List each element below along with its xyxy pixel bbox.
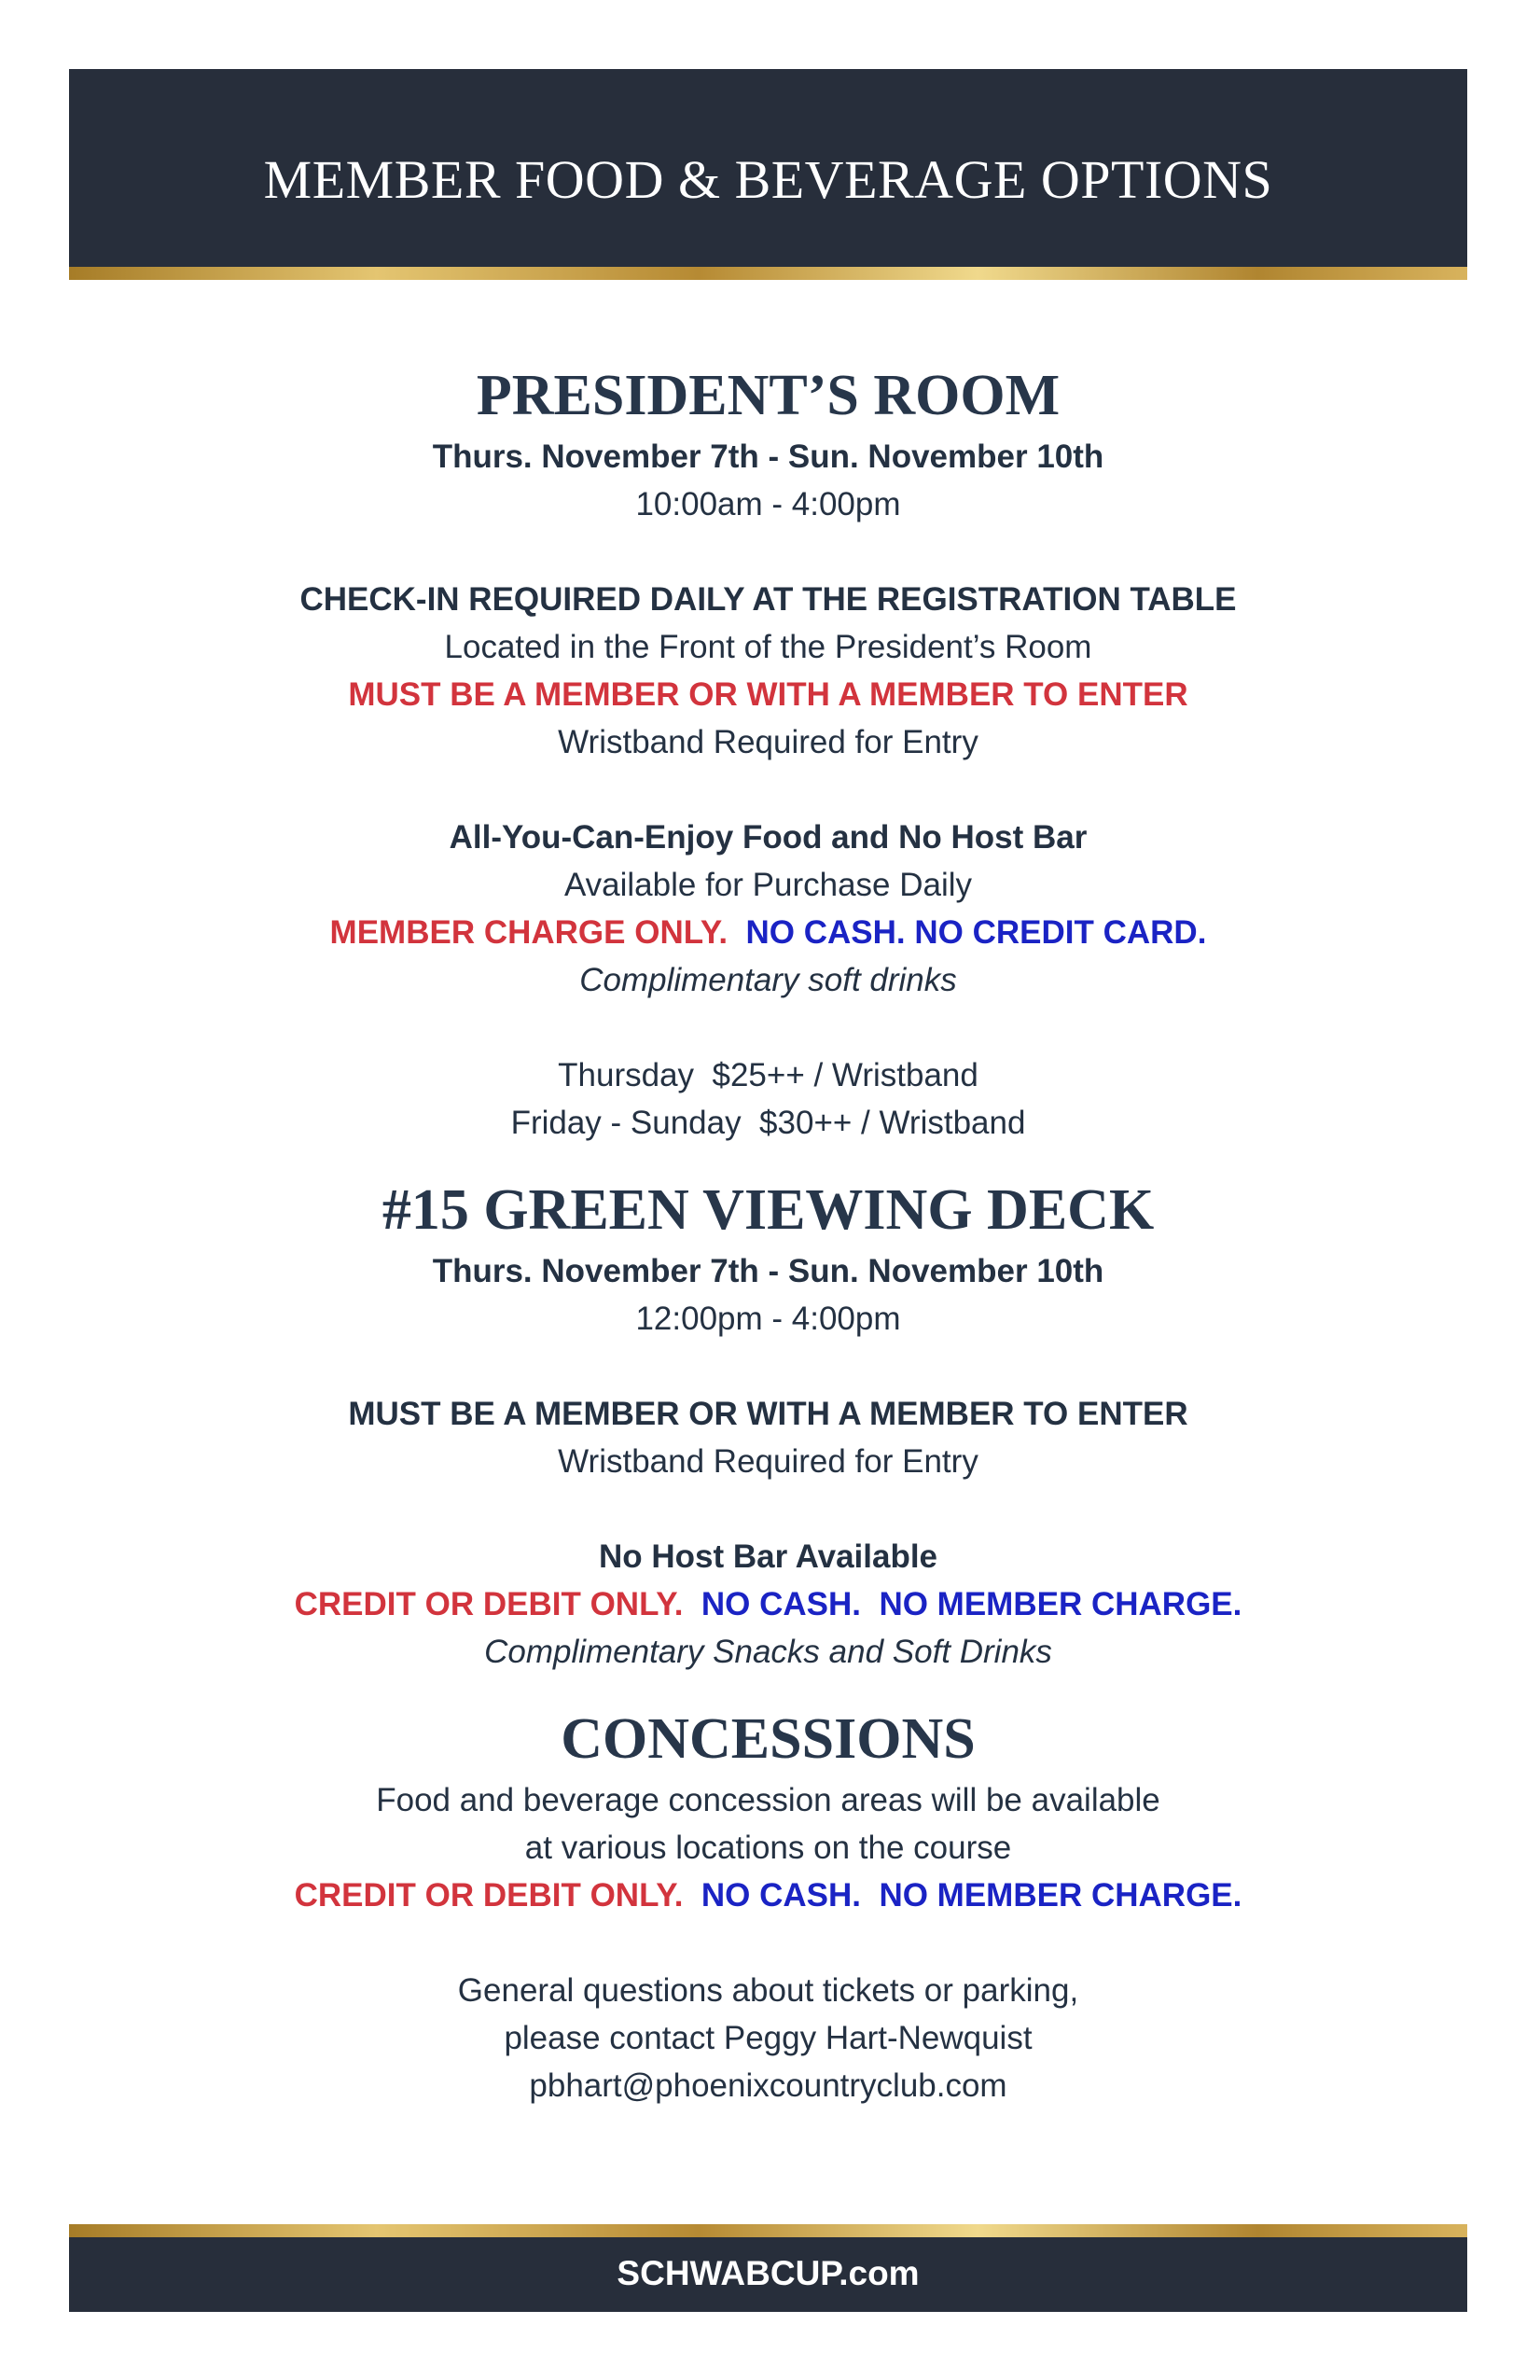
concessions-title: CONCESSIONS: [561, 1707, 976, 1771]
presidents-room-dates: Thurs. November 7th - Sun. November 10th: [432, 438, 1104, 475]
payment-red-text: CREDIT OR DEBIT ONLY.: [294, 1877, 684, 1914]
green-deck-hours: 12:00pm - 4:00pm: [635, 1301, 901, 1337]
footer-site-link[interactable]: SCHWABCUP.com: [617, 2254, 920, 2292]
green-deck-offer: No Host Bar Available: [598, 1538, 938, 1575]
payment-red-text: MEMBER CHARGE ONLY.: [329, 914, 728, 951]
payment-line: [69, 909, 1467, 956]
concessions-desc-2: at various locations on the course: [524, 1830, 1012, 1866]
checkin-location: Located in the Front of the President’s Room: [444, 629, 1092, 665]
presidents-room-section: [69, 358, 1467, 1147]
availability-note: Available for Purchase Daily: [563, 867, 973, 903]
payment-blue-text: NO CASH. NO MEMBER CHARGE.: [701, 1877, 1242, 1914]
contact-email-link[interactable]: pbhart@phoenixcountryclub.com: [529, 2067, 1007, 2104]
presidents-room-hours: 10:00am - 4:00pm: [635, 486, 901, 522]
header-banner: [69, 69, 1467, 267]
food-offer: All-You-Can-Enjoy Food and No Host Bar: [449, 819, 1088, 856]
presidents-room-title: PRESIDENT’S ROOM: [476, 364, 1061, 427]
concessions-section: [69, 1702, 1467, 2109]
green-deck-wristband: Wristband Required for Entry: [558, 1443, 978, 1480]
gold-divider-bottom: [69, 2224, 1467, 2237]
payment-blue-text: NO CASH. NO CREDIT CARD.: [745, 914, 1207, 951]
price-thursday: Thursday $25++ / Wristband: [558, 1057, 978, 1093]
content-body: [69, 358, 1467, 2109]
footer-banner: [69, 2237, 1467, 2312]
member-notice: MUST BE A MEMBER OR WITH A MEMBER TO ENTER: [348, 676, 1188, 713]
payment-red-text: CREDIT OR DEBIT ONLY.: [294, 1586, 684, 1622]
concessions-payment-line: [69, 1872, 1467, 1919]
contact-line-2: please contact Peggy Hart-Newquist: [504, 2020, 1033, 2056]
price-fri-sun: Friday - Sunday $30++ / Wristband: [510, 1105, 1026, 1141]
complimentary-note: Complimentary soft drinks: [579, 962, 957, 998]
gold-divider-top: [69, 267, 1467, 280]
green-deck-member-notice: MUST BE A MEMBER OR WITH A MEMBER TO ENTER: [348, 1396, 1188, 1432]
concessions-desc-1: Food and beverage concession areas will be available: [376, 1782, 1160, 1818]
checkin-notice: CHECK-IN REQUIRED DAILY AT THE REGISTRATION TABLE: [299, 581, 1237, 618]
contact-line-1: General questions about tickets or parking,: [457, 1972, 1079, 2009]
payment-blue-text: NO CASH. NO MEMBER CHARGE.: [701, 1586, 1242, 1622]
green-deck-section: [69, 1173, 1467, 1676]
green-deck-dates: Thurs. November 7th - Sun. November 10th: [432, 1253, 1104, 1289]
green-deck-payment-line: [69, 1580, 1467, 1628]
green-deck-complimentary: Complimentary Snacks and Soft Drinks: [484, 1634, 1052, 1670]
green-deck-title: #15 GREEN VIEWING DECK: [382, 1178, 1155, 1242]
page-title: MEMBER FOOD & BEVERAGE OPTIONS: [263, 149, 1273, 210]
wristband-notice: Wristband Required for Entry: [558, 724, 978, 760]
